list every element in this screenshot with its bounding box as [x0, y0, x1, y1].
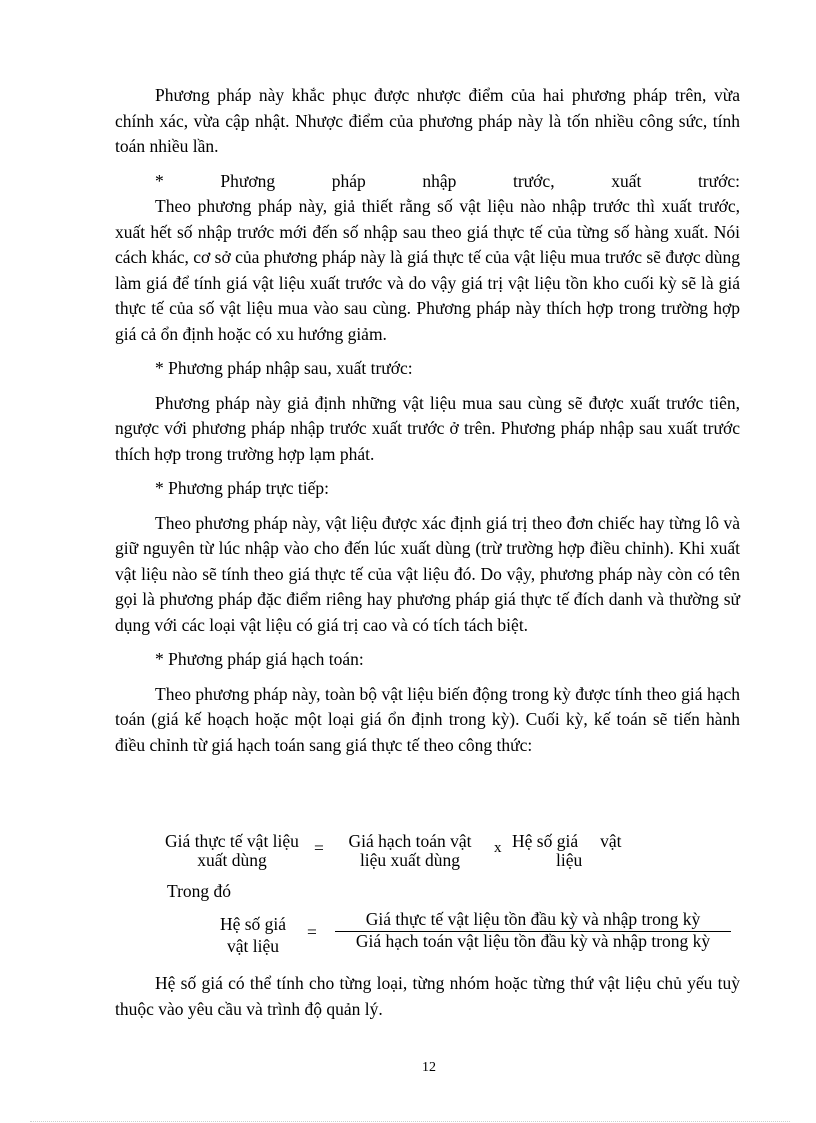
heading-fifo: * Phương pháp nhập trước, xuất trước: — [155, 170, 740, 191]
paragraph-closing: Hệ số giá có thể tính cho từng loại, từng nhóm hoặc từng thứ vật liệu chủ yếu tuỳ thuộc vào yêu cầu và trình độ quản lý. — [115, 973, 740, 1019]
equals-sign: = — [314, 838, 324, 858]
paragraph-intro: Phương pháp này khắc phục được nhược điểm của hai phương pháp trên, vừa chính xác, vừa cập nhật. Nhược điểm của phương pháp này là tốn nhiều công sức, tính toán nhiều lần. — [115, 85, 740, 156]
heading-lifo: * Phương pháp nhập sau, xuất trước: — [155, 358, 413, 378]
paragraph-direct: Theo phương pháp này, vật liệu được xác định giá trị theo đơn chiếc hay từng lô và giữ nguyên từ lúc nhập vào cho đến lúc xuất dùng (trừ trường hợp điều chỉnh). Khi xuất vật liệu nào sẽ tính theo giá thực tế của vật liệu đó. Do vậy, phương pháp này còn có tên gọi là phương pháp đặc điểm riêng hay phương pháp giá thực tế đích danh và thường sử dụng với các loại vật liệu có giá trị cao và có tích tách biệt. — [115, 512, 740, 635]
paragraph-standard-cost: Theo phương pháp này, toàn bộ vật liệu biến động trong kỳ được tính theo giá hạch toán (giá kế hoạch hoặc một loại giá ổn định trong kỳ). Cuối kỳ, kế toán sẽ tiến hành điều chỉnh từ giá hạch toán sang giá thực tế theo công thức: — [115, 683, 740, 755]
paragraph-fifo: Theo phương pháp này, giả thiết rằng số vật liệu nào nhập trước thì xuất trước, xuất hết số nhập trước mới đến số nhập sau theo giá thực tế của từng số hàng xuất. Nói cách khác, cơ sở của phương pháp này là giá thực tế của vật liệu mua trước sẽ được dùng làm giá để tính giá vật liệu xuất trước và do vậy giá trị vật liệu tồn kho cuối kỳ sẽ là giá thực tế của số vật liệu mua vào sau cùng. Phương pháp này thích hợp trong trường hợp giá cả ổn định hoặc có xu hướng giảm. — [115, 196, 740, 344]
formula-lhs: Giá thực tế vật liệu xuất dùng — [165, 831, 299, 870]
formula2-numerator: Giá thực tế vật liệu tồn đầu kỳ và nhập trong kỳ — [365, 909, 701, 929]
formula2-lhs: Hệ số giá vật liệu — [219, 914, 287, 956]
formula2-denominator: Giá hạch toán vật liệu tồn đầu kỳ và nhập trong kỳ — [355, 931, 711, 951]
closing-section — [115, 971, 740, 1022]
multiply-sign: x — [494, 840, 502, 856]
paragraph-lifo: Phương pháp này giả định những vật liệu mua sau cùng sẽ được xuất trước tiên, ngược với phương pháp nhập trước xuất trước ở trên. Phương pháp nhập sau xuất trước thích hợp trong trường hợp lạm phát. — [115, 392, 740, 464]
heading-direct: * Phương pháp trực tiếp: — [155, 478, 330, 498]
heading-standard-cost: * Phương pháp giá hạch toán: — [155, 649, 364, 669]
formula-term-standard-cost: Giá hạch toán vật liệu xuất dùng — [348, 831, 472, 870]
page-bottom-divider — [30, 1121, 790, 1122]
formula-issued-cost — [160, 832, 640, 872]
document-body — [115, 83, 740, 758]
formula-term-coefficient: Hệ số giá vật liệu — [512, 831, 622, 870]
formula-price-coefficient — [213, 909, 743, 959]
equals-sign-2: = — [307, 922, 317, 942]
page-number: 12 — [422, 1060, 436, 1075]
where-label: Trong đó — [167, 881, 232, 901]
